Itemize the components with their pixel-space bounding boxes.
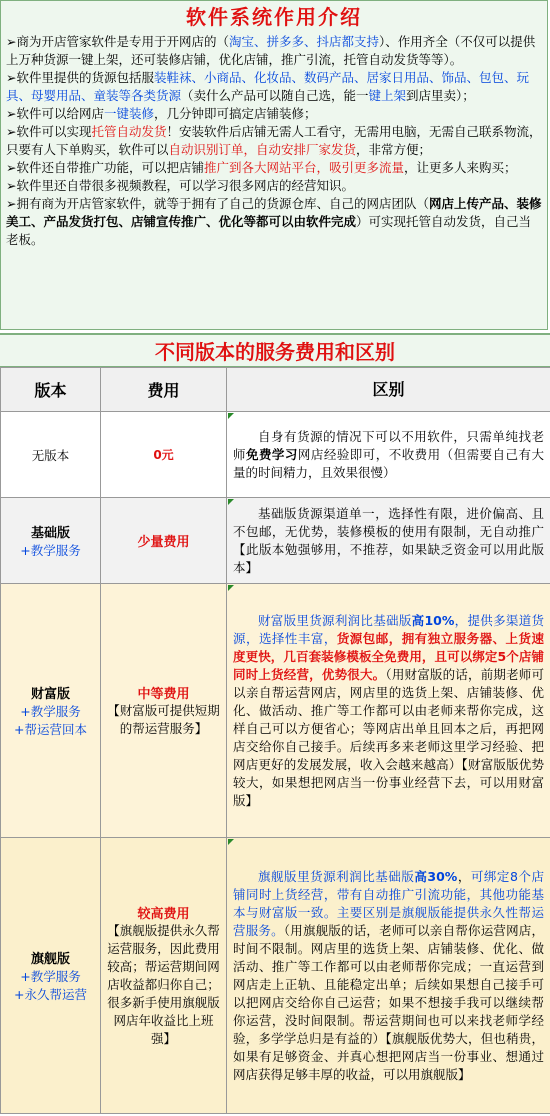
- header-fee: 费用: [101, 368, 227, 412]
- cell-marker-icon: [228, 499, 234, 505]
- fee-value: 0元: [153, 448, 174, 462]
- version-sub: +帮运营回本: [14, 722, 87, 737]
- cell-marker-icon: [228, 413, 234, 419]
- pricing-title: 不同版本的服务费用和区别: [0, 333, 550, 367]
- intro-section: [0, 0, 548, 330]
- version-name: 财富版: [30, 687, 70, 702]
- version-cell: [1, 412, 101, 498]
- diff-cell: 基础版货源渠道单一，选择性有限，进价偏高、且不包邮，无优势，装修模板的使用有限制，无自动推广【此版本勉强够用，不推荐，如果缺乏资金可以用此版本】: [227, 498, 550, 584]
- version-cell: [1, 498, 101, 584]
- pricing-table: [0, 367, 550, 1114]
- intro-point-3: ➢软件可以给网店一键装修，几分钟即可搞定店铺装修；: [6, 106, 317, 121]
- version-sub: +永久帮运营: [14, 987, 87, 1002]
- table-header-row: [1, 368, 550, 412]
- intro-point-7: ➢拥有商为开店管家软件，就等于拥有了自己的货源仓库、自己的网店团队（网店上传产品、装修美工、产品发货打包、店铺宣传推广、优化等都可以由软件完成）可实现托管自动发货，自己当老板。: [6, 196, 542, 247]
- table-row: [1, 584, 550, 838]
- intro-body: [1, 33, 547, 249]
- intro-point-5: ➢软件还自带推广功能，可以把店铺推广到各大网站平台，吸引更多流量，让更多人来购买；: [6, 160, 517, 175]
- diff-cell: 财富版里货源利润比基础版高10%，提供多渠道货源，选择性丰富，货源包邮，拥有独立服务器、上货速度更快，几百套装修模板全免费用，且可以绑定5个店铺同时上货经营，优势很大。（用财富版的话，前期老师可以亲自帮运营网店，网店里的选货上架、店铺装修、优化、做活动、推广等工作都可以由老师来帮你完成，这样自己可以方便省心；等网店出单且回本之后，再把网店交给你自己接手。后续再多来老师这里学习经验、把网店更好的发展发展，收入会越来越高）【财富版版优势较大，如果想把网店当一份事业经营下去，可以用财富版】: [227, 584, 550, 838]
- fee-cell: [101, 584, 227, 838]
- fee-value: 较高费用: [137, 907, 190, 922]
- intro-point-1: ➢商为开店管家软件是专用于开网店的（淘宝、拼多多、抖店都支持）、作用齐全（不仅可以提供上万种货源一键上架，还可装修店铺，优化店铺，推广引流，托管自动发货等等）。: [6, 34, 536, 67]
- fee-value: 中等费用: [137, 687, 190, 702]
- fee-value: 少量费用: [137, 535, 190, 550]
- cell-marker-icon: [228, 839, 234, 845]
- fee-cell: [101, 838, 227, 1114]
- version-cell: [1, 584, 101, 838]
- fee-note: 【旗舰版提供永久帮运营服务，因此费用较高；帮运营期间网店收益都归你自己；很多新手使用旗舰版网店年收益比上班强】: [107, 923, 220, 1046]
- header-diff: 区别: [227, 368, 550, 412]
- table-row: [1, 412, 550, 498]
- intro-point-2: ➢软件里提供的货源包括服装鞋袜、小商品、化妆品、数码产品、居家日用品、饰品、包包、玩具、母婴用品、童装等各类货源（卖什么产品可以随自己选，能一键上架到店里卖）；: [6, 70, 529, 103]
- intro-title: 软件系统作用介绍: [186, 5, 362, 29]
- version-sub: +教学服务: [20, 704, 81, 719]
- fee-note: 【财富版可提供短期的帮运营服务】: [107, 703, 220, 736]
- table-row: [1, 498, 550, 584]
- version-name: 无版本: [31, 447, 70, 463]
- fee-cell: [101, 498, 227, 584]
- cell-marker-icon: [228, 585, 234, 591]
- version-cell: [1, 838, 101, 1114]
- intro-point-4: ➢软件可以实现托管自动发货！安装软件后店铺无需人工看守，无需用电脑，无需自己联系物流，只要有人下单购买，软件可以自动识别订单，自动安排厂家发货，非常方便；: [6, 124, 542, 157]
- diff-cell: 旗舰版里货源利润比基础版高30%，可绑定8个店铺同时上货经营，带有自动推广引流功能，其他功能基本与财富版一致。主要区别是旗舰版能提供永久性帮运营服务。（用旗舰版的话，老师可以亲自帮你运营网店，时间不限制。网店里的选货上架、店铺装修、优化、做活动、推广等工作都可以由老师帮你完成；一直运营到网店走上正轨、且能稳定出单；后续如果想自己接手可以把网店交给你自己运营；如果不想接手我可以继续帮你运营，没时间限制。帮运营期间也可以来找老师学经验，多学学总归是有益的）【旗舰版优势大，但也稍贵，如果有足够资金、并真心想把网店当一份事业、想通过网店获得足够丰厚的收益，可以用旗舰版】: [227, 838, 550, 1114]
- version-sub: +教学服务: [20, 543, 81, 558]
- version-sub: +教学服务: [20, 969, 81, 984]
- header-version: 版本: [1, 368, 101, 412]
- version-name: 基础版: [30, 526, 70, 541]
- fee-cell: [101, 412, 227, 498]
- table-row: [1, 838, 550, 1114]
- intro-point-6: ➢软件里还自带很多视频教程，可以学习很多网店的经营知识。: [6, 178, 354, 193]
- diff-cell: 自身有货源的情况下可以不用软件，只需单纯找老师免费学习网店经验即可，不收费用（但需要自己有大量的时间精力，且效果很慢）: [227, 412, 550, 498]
- version-name: 旗舰版: [30, 952, 70, 967]
